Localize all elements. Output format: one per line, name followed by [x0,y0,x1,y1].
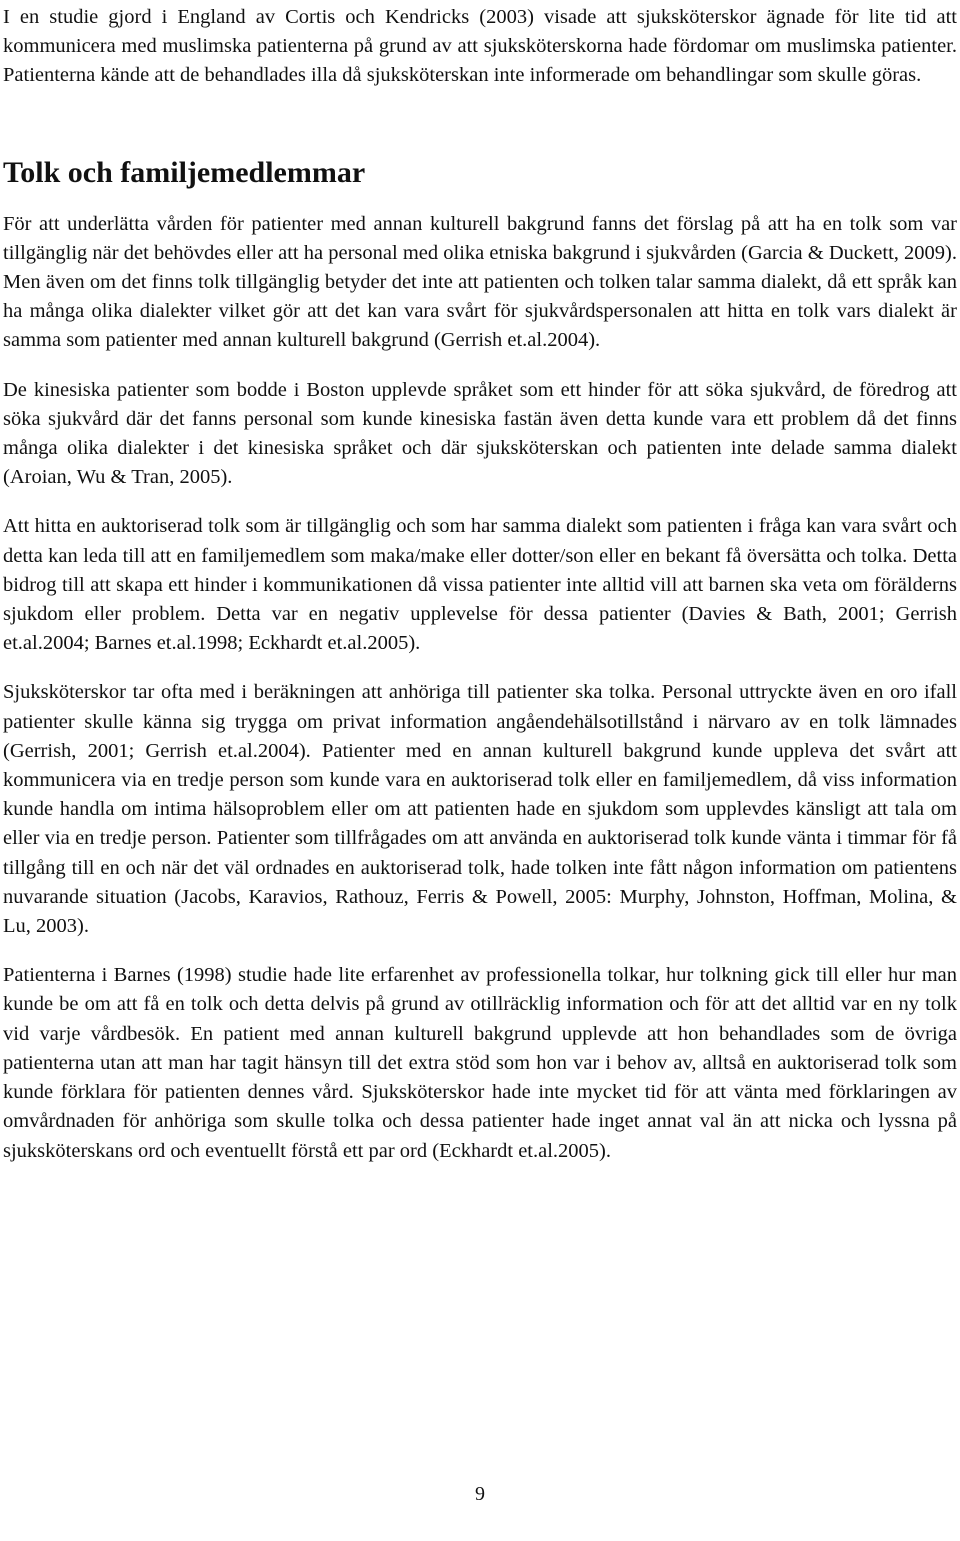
section-heading: Tolk och familjemedlemmar [3,155,366,189]
paragraph-barnes-study: Patienterna i Barnes (1998) studie hade lite erfarenhet av professionella tolkar, hur tolkning gick till eller hur man kunde be om att få en tolk och detta delvis på grund av otillräcklig information och för att det alltid var en ny tolk vid varje vårdbesök. En patient med annan kulturell bakgrund upplevde att hon behandlades som de övriga patienterna utan att man har tagit hänsyn till det extra stöd som hon var i behov av, alltså en auktoriserad tolk som kunde förklara för patienten dennes vård. Sjuksköterskor hade inte mycket tid för att vänta med förklaringen av omvårdnaden för anhöriga som skulle tolka och dessa patienter hade inget annat val än att nicka och lyssna på sjuksköterskans ord och eventuellt förstå ett par ord (Eckhardt et.al.2005). [3,964,957,1162]
page-number: 9 [475,1483,485,1505]
paragraph-interpreter-access: För att underlätta vården för patienter med annan kulturell bakgrund fanns det förslag på att ha en tolk som var tillgänglig när det behövdes eller att ha personal med olika etniska bakgrund i sjukvården (Garcia & Duckett, 2009). Men även om det finns tolk tillgänglig betyder det inte att patienten och tolken talar samma dialekt, då ett språk kan ha många olika dialekter vilket gör att det kan vara svårt för sjukvårdspersonalen att hitta en tolk vars dialekt är samma som patienter med annan kulturell bakgrund (Gerrish et.al.2004). [3,212,957,352]
paragraph-chinese-patients: De kinesiska patienter som bodde i Boston upplevde språket som ett hinder för att söka sjukvård, de föredrog att söka sjukvård där det fanns personal som kunde kinesiska fastän även detta kunde vara ett problem då det finns många olika dialekter i det kinesiska språket och där sjuksköterskan och patienten inte delade samma dialekt (Aroian, Wu & Tran, 2005). [3,378,957,489]
paragraph-nurses-relatives: Sjuksköterskor tar ofta med i beräkningen att anhöriga till patienter ska tolka. Personal uttryckte även en oro ifall patienter skulle känna sig trygga om privat information angåendehälsotillstånd i närvaro av en tolk lämnades (Gerrish, 2001; Gerrish et.al.2004). Patienter med en annan kulturell bakgrund kunde uppleva det svårt att kommunicera via en tredje person som kunde vara en auktoriserad tolk eller en familjemedlem, då viss information kunde handla om intima hälsoproblem eller om att patienten hade en sjukdom som upplevdes känsligt att tala om eller via en tredje person. Patienter som tillfrågades om att använda en auktoriserad tolk kunde vänta i timmar för få tillgång till en och när det väl ordnades en auktoriserad tolk, hade tolken inte fått någon information om patientens nuvarande situation (Jacobs, Karavios, Rathouz, Ferris & Powell, 2005: Murphy, Johnston, Hoffman, Molina, & Lu, 2003). [3,681,957,938]
intro-paragraph: I en studie gjord i England av Cortis och Kendricks (2003) visade att sjuksköterskor ägnade för lite tid att kommunicera med muslimska patienterna på grund av att sjuksköterskorna hade fördomar om muslimska patienter. Patienterna kände att de behandlades illa då sjuksköterskan inte informerade om behandlingar som skulle göras. [3,6,957,87]
document-page [3,0,957,1166]
paragraph-family-interpreters: Att hitta en auktoriserad tolk som är tillgänglig och som har samma dialekt som patienten i fråga kan vara svårt och detta kan leda till att en familjemedlem som maka/make eller dotter/son eller en bekant få översätta och tolka. Detta bidrog till att skapa ett hinder i kommunikationen då vissa patienter inte alltid vill att barnen ska veta om förälderns sjukdom eller problem. Detta var en negativ upplevelse för dessa patienter (Davies & Bath, 2001; Gerrish et.al.2004; Barnes et.al.1998; Eckhardt et.al.2005). [3,515,957,655]
